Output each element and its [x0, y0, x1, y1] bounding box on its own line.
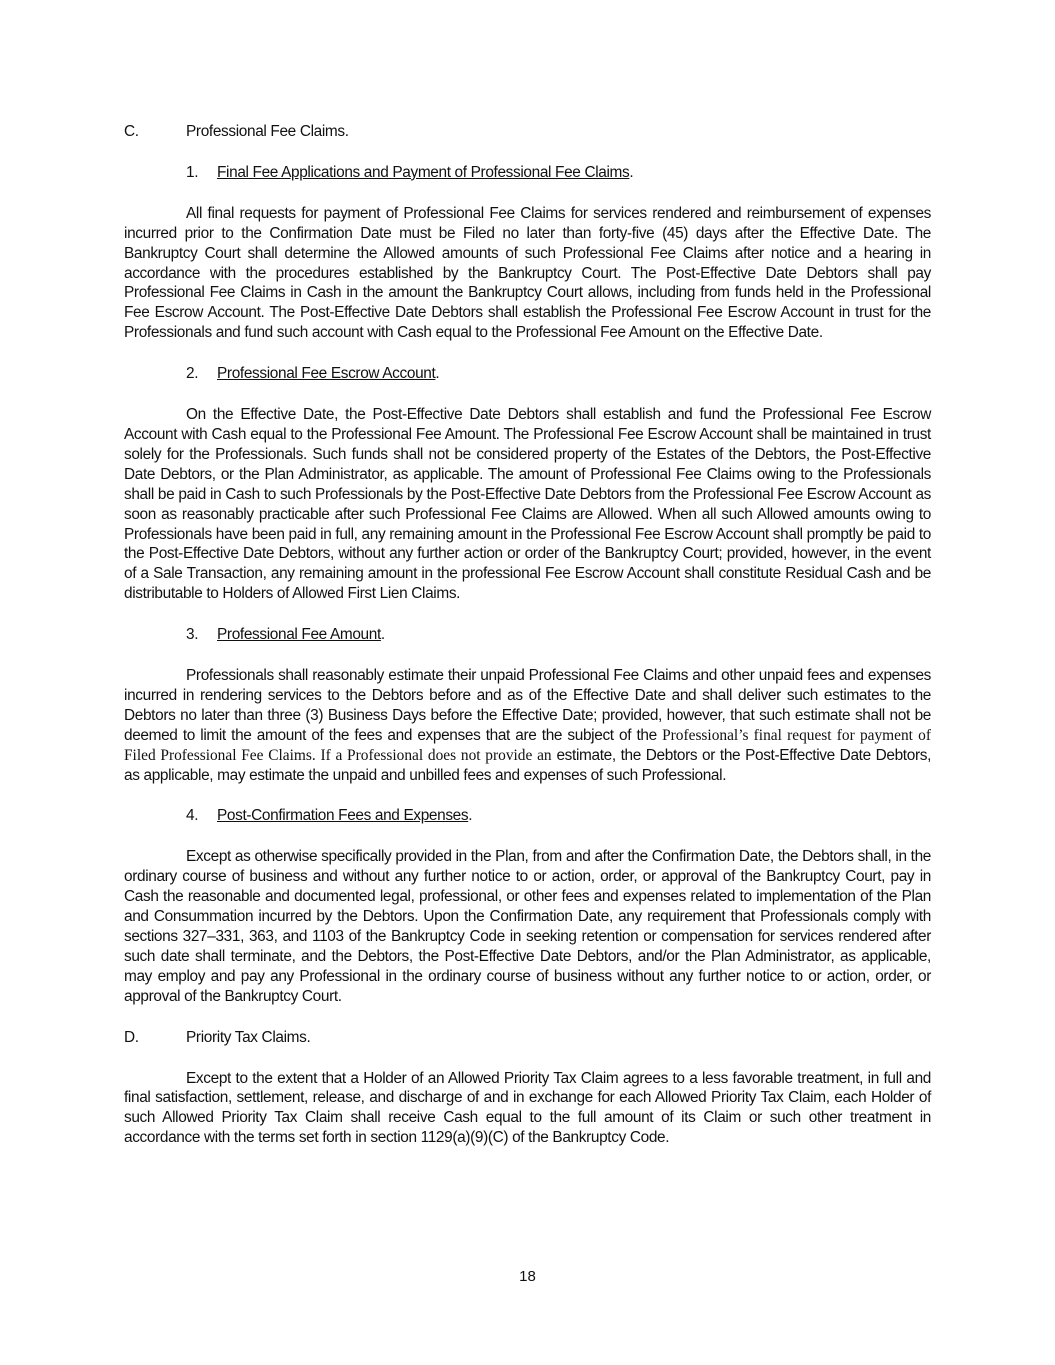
subsection-3-paragraph-part-b: Professional’s final request for payment of Filed Professional Fee Claims. If a Professional does not provide an [124, 726, 931, 764]
section-d-heading [124, 1028, 931, 1048]
section-c-letter: C. [124, 123, 139, 140]
subsection-4-paragraph: Except as otherwise specifically provided in the Plan, from and after the Confirmation Date, the Debtors shall, in the ordinary course of business and without any further notice to or action, order, or approval of the Bankruptcy Court, pay in Cash the reasonable and documented legal, professional, or other fees and expenses related to implementation of the Plan and Consummation incurred by the Debtors. Upon the Confirmation Date, any requirement that Professionals comply with sections 327–331, 363, and 1103 of the Bankruptcy Code in seeking retention or compensation for services rendered after such date shall terminate, and the Debtors, the Post-Effective Date Debtors, and/or the Plan Administrator, as applicable, may employ and pay any Professional in the ordinary course of business without any further notice to or action, order, or approval of the Bankruptcy Court. [124, 848, 931, 1005]
section-c-title: Professional Fee Claims. [186, 123, 349, 140]
page-number: 18 [519, 1268, 536, 1285]
document-page [124, 122, 931, 1169]
subsection-1-title: Final Fee Applications and Payment of Professional Fee Claims [217, 163, 630, 181]
subsection-1-paragraph: All final requests for payment of Professional Fee Claims for services rendered and reimbursement of expenses incurred prior to the Confirmation Date must be Filed no later than forty-five (45) days after the Effective Date. The Bankruptcy Court shall determine the Allowed amounts of such Professional Fee Claims after notice and a hearing in accordance with the procedures established by the Bankruptcy Court. The Post-Effective Date Debtors shall pay Professional Fee Claims in Cash in the amount the Bankruptcy Court allows, including from funds held in the Professional Fee Escrow Account. The Post-Effective Date Debtors shall establish the Professional Fee Escrow Account in trust for the Professionals and fund such account with Cash equal to the Professional Fee Amount on the Effective Date. [124, 204, 931, 342]
subsection-2-number: 2. [186, 365, 199, 383]
section-d-title: Priority Tax Claims. [186, 1028, 311, 1046]
section-c-heading [124, 122, 931, 142]
section-d-letter: D. [124, 1028, 139, 1046]
section-d-paragraph: Except to the extent that a Holder of an Allowed Priority Tax Claim agrees to a less favorable treatment, in full and final satisfaction, settlement, release, and discharge of and in exchange for each Allowed Priority Tax Claim, each Holder of such Allowed Priority Tax Claim shall receive Cash equal to the full amount of its Claim or such other treatment in accordance with the terms set forth in section 1129(a)(9)(C) of the Bankruptcy Code. [124, 1069, 931, 1147]
subsection-3-paragraph [124, 666, 931, 785]
subsection-4-number: 4. [186, 807, 199, 825]
subsection-3-paragraph-part-c: estimate, the Debtors or the Post-Effective Date Debtors, as applicable, may estimate the unpaid and unbilled fees and expenses of such Professional. [124, 746, 931, 784]
subsection-2-paragraph: On the Effective Date, the Post-Effective Date Debtors shall establish and fund the Professional Fee Escrow Account with Cash equal to the Professional Fee Amount. The Professional Fee Escrow Account shall be maintained in trust solely for the Professionals. Such funds shall not be considered property of the Estates of the Debtors, the Post-Effective Date Debtors, or the Plan Administrator, as applicable. The amount of Professional Fee Claims owing to the Professionals shall be paid in Cash to such Professionals by the Post-Effective Date Debtors from the Professional Fee Escrow Account as soon as reasonably practicable after such Professional Fee Claims are Allowed. When all such Allowed amounts owing to Professionals have been paid in full, any remaining amount in the Professional Fee Escrow Account shall promptly be paid to the Post-Effective Date Debtors, without any further action or order of the Bankruptcy Court; provided, however, in the event of a Sale Transaction, any remaining amount in the professional Fee Escrow Account shall constitute Residual Cash and be distributable to Holders of Allowed First Lien Claims. [124, 406, 931, 603]
subsection-1-number: 1. [186, 163, 199, 181]
subsection-3-title: Professional Fee Amount [217, 626, 381, 644]
subsection-3-paragraph-part-a: Professionals shall reasonably estimate their unpaid Professional Fee Claims and other unpaid fees and expenses incurred in rendering services to the Debtors before and as of the Effective Date and shall deliver such estimates to the Debtors no later than three (3) Business Days before the Effective Date; provided, however, that such estimate shall not be deemed to limit the amount of the fees and expenses that are the subject of the [124, 667, 931, 744]
subsection-2-title: Professional Fee Escrow Account [217, 365, 436, 383]
subsection-2-heading: 2. Professional Fee Escrow Account. [186, 365, 440, 383]
subsection-1-heading: 1. Final Fee Applications and Payment of Professional Fee Claims. [186, 163, 634, 181]
subsection-3-number: 3. [186, 626, 199, 644]
subsection-3-heading: 3. Professional Fee Amount. [186, 626, 385, 644]
subsection-4-title: Post-Confirmation Fees and Expenses [217, 807, 469, 825]
subsection-4-heading: 4. Post-Confirmation Fees and Expenses. [186, 807, 473, 825]
